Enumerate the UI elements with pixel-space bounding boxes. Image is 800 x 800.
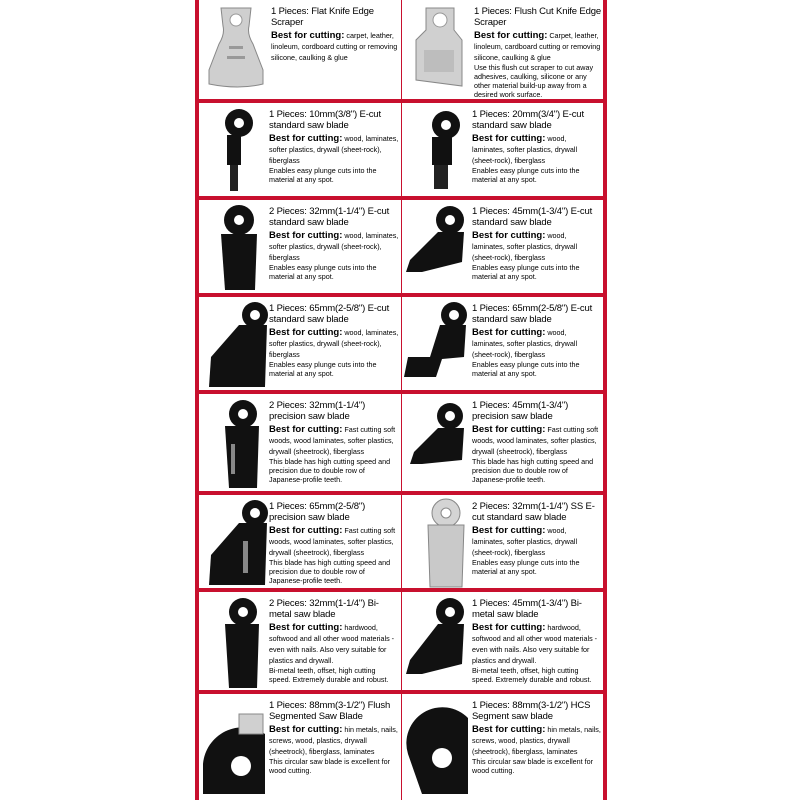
best-text: Fast cutting soft woods, wood laminates, softer plastics, drywall (sheetrock), fiberglass [472, 425, 599, 456]
item-title: 1 Pieces: Flush Cut Knife Edge Scraper [474, 6, 601, 28]
product-sheet [195, 0, 607, 800]
best-text: Fast cutting soft woods, wood laminates, softer plastics, drywall (sheetrock), fiberglass [269, 526, 396, 557]
scraper-flush-icon [402, 0, 472, 99]
item-note: Enables easy plunge cuts into the material at any spot. [472, 360, 580, 378]
item-title: 1 Pieces: 65mm(2-5/8") precision saw blade [269, 501, 366, 523]
saw-blade-icon [402, 495, 472, 588]
item-note: Enables easy plunge cuts into the material at any spot. [472, 166, 580, 184]
best-label: Best for cutting: [472, 724, 546, 735]
best-text: hardwood, softwood and all other wood materials - even with nails. Also very suitable for plastics and drywall. [269, 623, 395, 665]
item-flat-scraper [199, 0, 401, 103]
item-title: 1 Pieces: 45mm(1-3/4") Bi-metal saw blade [472, 598, 582, 620]
item-45mm-precision [401, 394, 603, 495]
saw-blade-icon [402, 592, 472, 690]
best-label: Best for cutting: [269, 133, 343, 144]
best-label: Best for cutting: [269, 525, 343, 536]
item-note: Enables easy plunge cuts into the material at any spot. [472, 263, 580, 281]
item-note: This circular saw blade is excellent for wood cutting. [269, 757, 391, 775]
best-label: Best for cutting: [269, 327, 343, 338]
item-32mm-ss-ecut [401, 495, 603, 592]
best-text: wood, laminates, softer plastics, drywall (sheet-rock), fiberglass [472, 134, 578, 165]
item-32mm-precision [199, 394, 401, 495]
saw-blade-icon [199, 103, 269, 196]
item-title: 2 Pieces: 32mm(1-1/4") Bi-metal saw blade [269, 598, 379, 620]
item-title: 1 Pieces: 45mm(1-3/4") precision saw blade [472, 400, 569, 422]
best-text: hin metals, nails, screws, wood, plastics, drywall (sheetrock), fiberglass, laminates [269, 725, 398, 756]
best-label: Best for cutting: [472, 327, 546, 338]
item-note: Enables easy plunge cuts into the material at any spot. [269, 166, 377, 184]
scraper-flat-icon [199, 0, 269, 99]
item-note: Enables easy plunge cuts into the material at any spot. [269, 263, 377, 281]
best-label: Best for cutting: [271, 30, 345, 41]
best-label: Best for cutting: [472, 622, 546, 633]
best-text: Fast cutting soft woods, wood laminates, softer plastics, drywall (sheetrock), fiberglass [269, 425, 396, 456]
best-label: Best for cutting: [472, 525, 546, 536]
saw-blade-icon [199, 297, 269, 390]
item-88mm-flush-segment [199, 694, 401, 800]
best-label: Best for cutting: [269, 230, 343, 241]
item-20mm-ecut [401, 103, 603, 200]
item-note: Bi-metal teeth, offset, high cutting speed. Extremely durable and robust. [269, 666, 389, 684]
item-10mm-ecut [199, 103, 401, 200]
saw-blade-icon [402, 297, 472, 390]
item-45mm-bimetal [401, 592, 603, 694]
item-title: 1 Pieces: 45mm(1-3/4") E-cut standard saw blade [472, 206, 593, 228]
best-text: Carpet, leather, linoleum, cardboard cutting or removing silicone, caulking & glue [474, 31, 601, 62]
saw-blade-icon [199, 592, 269, 690]
item-45mm-ecut [401, 200, 603, 297]
item-note: This blade has high cutting speed and precision due to double row of Japanese-profile teeth. [269, 457, 391, 484]
best-text: wood, laminates, softer plastics, drywall (sheet-rock), fiberglass [269, 328, 399, 359]
segment-blade-icon [199, 694, 269, 800]
item-title: 1 Pieces: 65mm(2-5/8") E-cut standard saw blade [472, 303, 593, 325]
segment-blade-icon [402, 694, 472, 800]
item-note: This circular saw blade is excellent for wood cutting. [472, 757, 594, 775]
saw-blade-icon [199, 495, 269, 588]
best-label: Best for cutting: [269, 424, 343, 435]
item-note: Bi-metal teeth, offset, high cutting speed. Extremely durable and robust. [472, 666, 592, 684]
item-title: 1 Pieces: 88mm(3-1/2") HCS Segment saw blade [472, 700, 591, 722]
best-label: Best for cutting: [472, 133, 546, 144]
item-note: This blade has high cutting speed and precision due to double row of Japanese-profile teeth. [472, 457, 594, 484]
best-text: wood, laminates, softer plastics, drywall (sheet-rock), fiberglass [269, 231, 399, 262]
item-65mm-precision [199, 495, 401, 592]
item-32mm-bimetal [199, 592, 401, 694]
saw-blade-icon [199, 394, 269, 491]
item-note: Enables easy plunge cuts into the material at any spot. [472, 558, 580, 576]
item-title: 1 Pieces: 10mm(3/8") E-cut standard saw blade [269, 109, 381, 131]
item-65mm-ecut-a [199, 297, 401, 394]
item-note: Use this flush cut scraper to cut away adhesives, caulking, silicone or any other material build-up away from a desired work surface. [474, 63, 594, 99]
item-title: 2 Pieces: 32mm(1-1/4") precision saw blade [269, 400, 366, 422]
item-title: 2 Pieces: 32mm(1-1/4") SS E-cut standard saw blade [472, 501, 595, 523]
best-label: Best for cutting: [474, 30, 548, 41]
best-text: hardwood, softwood and all other wood materials - even with nails. Also very suitable for plastics and drywall. [472, 623, 598, 665]
saw-blade-icon [402, 103, 472, 196]
item-title: 1 Pieces: 88mm(3-1/2") Flush Segmented Saw Blade [269, 700, 391, 722]
best-label: Best for cutting: [269, 622, 343, 633]
item-title: 1 Pieces: 20mm(3/4") E-cut standard saw blade [472, 109, 584, 131]
item-note: This blade has high cutting speed and precision due to double row of Japanese-profile teeth. [269, 558, 391, 585]
saw-blade-icon [199, 200, 269, 293]
saw-blade-icon [402, 200, 472, 293]
item-title: 2 Pieces: 32mm(1-1/4") E-cut standard saw blade [269, 206, 390, 228]
item-65mm-ecut-b [401, 297, 603, 394]
item-title: 1 Pieces: Flat Knife Edge Scraper [271, 6, 374, 28]
item-note: Enables easy plunge cuts into the material at any spot. [269, 360, 377, 378]
item-flush-scraper [401, 0, 603, 103]
saw-blade-icon [402, 394, 472, 491]
best-text: wood, laminates, softer plastics, drywall (sheet-rock), fiberglass [269, 134, 399, 165]
best-text: wood, laminates, softer plastics, drywall (sheet-rock), fiberglass [472, 526, 578, 557]
item-88mm-hcs-segment [401, 694, 603, 800]
best-label: Best for cutting: [472, 230, 546, 241]
best-label: Best for cutting: [472, 424, 546, 435]
best-text: hin metals, nails, screws, wood, plastics, drywall (sheetrock), fiberglass, laminates [472, 725, 601, 756]
item-title: 1 Pieces: 65mm(2-5/8") E-cut standard saw blade [269, 303, 390, 325]
best-text: wood, laminates, softer plastics, drywall (sheet-rock), fiberglass [472, 231, 578, 262]
item-32mm-ecut [199, 200, 401, 297]
best-text: carpet, leather, linoleum, cordboard cutting or removing silicone, caulking & glue [271, 31, 398, 62]
best-label: Best for cutting: [269, 724, 343, 735]
best-text: wood, laminates, softer plastics, drywall (sheet-rock), fiberglass [472, 328, 578, 359]
